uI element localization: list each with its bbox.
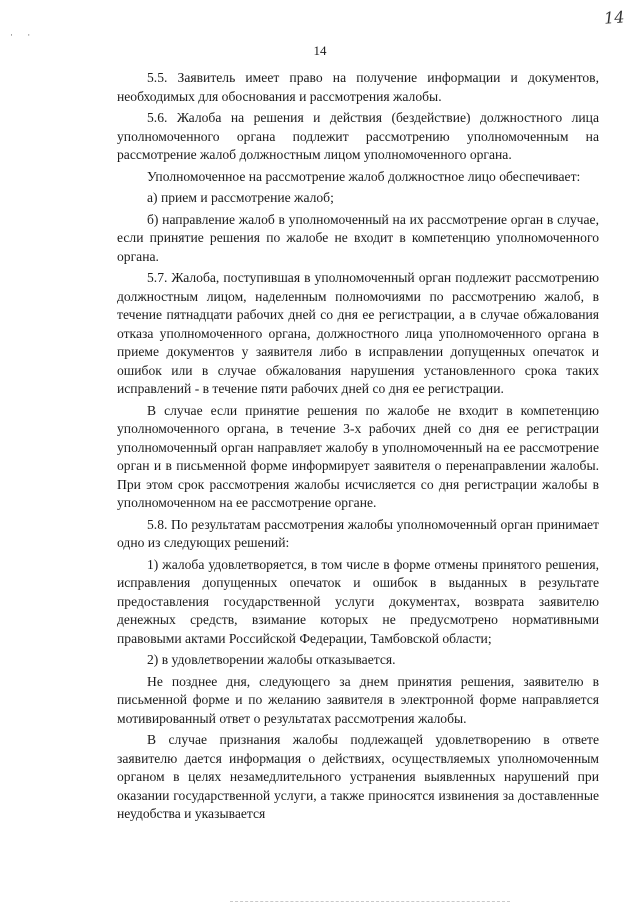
list-item-b: б) направление жалоб в уполномоченный на их рассмотрение орган в случае, если принятие решения по жалобе не входит в компетенцию уполномоченного органа. <box>117 211 599 264</box>
bottom-scan-edge <box>230 901 510 902</box>
paragraph-redirection: В случае если принятие решения по жалобе не входит в компетенцию уполномоченного органа, в течение 3-х рабочих дней со дня ее регистрации уполномоченный орган направляет жалобу в уполномоченный на ее рассмотрение орган и в письменной форме информирует заявителя о перенаправлении жалобы. При этом срок рассмотрения жалобы исчисляется со дня регистрации жалобы в уполномоченном на ее рассмотрение органе. <box>117 402 599 510</box>
decision-item-2: 2) в удовлетворении жалобы отказывается. <box>147 652 396 667</box>
paragraph-official-duties: Уполномоченное на рассмотрение жалоб должностное лицо обеспечивает: <box>147 168 581 184</box>
page-number: 14 <box>313 43 327 58</box>
decision-item-1: 1) жалоба удовлетворяется, в том числе в форме отмены принятого решения, исправления допущенных опечаток и ошибок в выданных в результате предоставления государственной услуги документах, возврата заявителю денежных средств, взимание которых не предусмотрено нормативными правовыми актами Российской Федерации, Тамбовской области; <box>117 556 599 646</box>
list-item-a: а) прием и рассмотрение жалоб; <box>147 190 334 205</box>
paragraph-5-5: 5.5. Заявитель имеет право на получение информации и документов, необходимых для обоснования и рассмотрения жалобы. <box>117 70 599 104</box>
scan-corner-mark: · · <box>10 30 37 40</box>
document-body <box>117 69 599 827</box>
paragraph-5-8: 5.8. По результатам рассмотрения жалобы уполномоченный орган принимает одно из следующих решений: <box>117 516 599 550</box>
handwritten-page-number: 14 <box>603 7 625 28</box>
paragraph-complaint-satisfied: В случае признания жалобы подлежащей удовлетворению в ответе заявителю дается информация о действиях, осуществляемых уполномоченным органом в целях незамедлительного устранения выявленных нарушений при оказании государственной услуги, а также приносятся извинения за доставленные неудобства и указывается <box>117 732 599 821</box>
paragraph-response-deadline: Не позднее дня, следующего за днем принятия решения, заявителю в письменной форме и по желанию заявителя в электронной форме направляется мотивированный ответ о результатах рассмотрения жалобы. <box>117 673 599 726</box>
paragraph-5-6: 5.6. Жалоба на решения и действия (бездействие) должностного лица уполномоченного органа подлежит рассмотрению уполномоченным на рассмотрение жалоб должностным лицом уполномоченного органа. <box>117 110 599 162</box>
paragraph-5-7: 5.7. Жалоба, поступившая в уполномоченный орган подлежит рассмотрению должностным лицом, наделенным полномочиями по рассмотрению жалоб, в течение пятнадцати рабочих дней со дня ее регистрации, а в случае обжалования отказа уполномоченного органа, должностного лица уполномоченного органа в приеме документов у заявителя либо в исправлении допущенных опечаток и ошибок или в случае обжалования нарушения установленного срока таких исправлений - в течение пяти рабочих дней со дня ее регистрации. <box>117 270 599 396</box>
